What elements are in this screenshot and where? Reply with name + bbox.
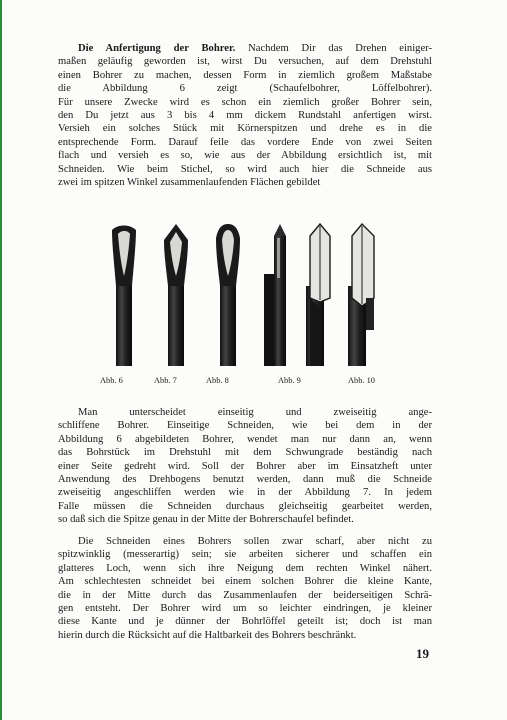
paragraph-bohrer-anfertigung: [58, 42, 432, 189]
text-line: hierin durch die Rücksicht auf die Haltbarkeit des Bohrers beschränkt.: [58, 629, 357, 641]
text-line: entsprechende Form. Darauf feile das vordere Ende von zwei Seiten: [58, 136, 432, 148]
text-line: einer Seite gedreht wird. Soll der Bohrer aber im Einsatzheft unter: [58, 460, 432, 472]
text-line: die in der Mitte durch das Zusammenlaufen der beiderseitigen Schrä-: [58, 589, 432, 601]
text-line: maßen geläufig geworden ist, wirst Du versuchen, auf dem Drehstuhl: [58, 56, 432, 68]
text-line: den Du jetzt aus 3 bis 4 mm dickem Rundstahl anfertigen wirst.: [58, 110, 432, 122]
text-line: flach und versieh es so, wie aus der Abbildung ersichtlich ist, mit: [58, 150, 432, 162]
drill-bits-figure: [58, 222, 432, 392]
text-line: so daß sich die Spitze genau in der Mitte der Bohrerschaufel befindet.: [58, 514, 354, 526]
text-line: Die Schneiden eines Bohrers sollen zwar scharf, aber nicht zu: [78, 536, 432, 547]
caption-abb7: Abb. 7: [154, 376, 177, 385]
text-line: Falle müssen die Schneiden durchaus gleichseitig gearbeitet werden,: [58, 500, 432, 512]
drill-bit-abb10b: [348, 224, 374, 366]
text-line: Man unterscheidet einseitig und zweiseitig ange-: [78, 407, 432, 418]
drill-bit-abb9: [264, 224, 286, 366]
text-line: gen entsteht. Der Bohrer wird um so leichter eindringen, je kleiner: [58, 603, 432, 615]
text-line: Am schlechtesten schneidet bei einem solchen Bohrer die kleine Kante,: [58, 576, 432, 588]
drill-bit-abb7: [164, 224, 188, 366]
page-number: 19: [416, 646, 429, 661]
caption-abb9: Abb. 9: [278, 376, 301, 385]
drill-bit-abb8: [216, 224, 240, 366]
caption-abb8: Abb. 8: [206, 376, 229, 385]
drill-bit-abb6: [112, 226, 136, 367]
text-line: spitzwinklig (messerartig) sein; sie arbeiten sicherer und schaffen ein: [58, 549, 432, 561]
text-line: glatteres Loch, wenn sich ihre Neigung dem rechten Winkel nähert.: [58, 562, 432, 574]
text-line: Abbildung 6 abgebildeten Bohrer, wendet man nur dann an, wenn: [58, 433, 432, 445]
text-line: Versieh ein solches Stück mit Körnerspitzen und drehe es in die: [58, 123, 432, 135]
text-line: zwei im spitzen Winkel zusammenlaufenden Flächen gebildet: [58, 177, 321, 189]
text-line: [58, 42, 432, 55]
section-heading: Die Anfertigung der Bohrer.: [78, 43, 236, 54]
paragraph-einseitig-zweiseitig: [58, 406, 432, 527]
text-line: einen Bohrer zu machen, dessen Form in ziemlich großem Maßstabe: [58, 69, 432, 81]
text-line: Anwendung des Drehbogens benutzt werden, dann muß die Schneide: [58, 474, 432, 486]
text-line: die Abbildung 6 zeigt (Schaufelbohrer, Löffelbohrer).: [58, 83, 432, 95]
drill-bit-abb10: [306, 224, 330, 366]
text-span: Nachdem Dir das Drehen einiger-: [235, 43, 432, 54]
drill-bits-illustration: [58, 222, 432, 372]
text-line: schliffene Bohrer. Einseitige Schneiden, wie bei dem in der: [58, 420, 432, 432]
text-line: zweiseitig angeschliffen werden wie in der Abbildung 7. In jedem: [58, 487, 432, 499]
text-line: Schneiden. Wie beim Stichel, so wird auch hier die Schneide aus: [58, 163, 432, 175]
text-line: Für unsere Zwecke wird es schon ein ziemlich großer Bohrer sein,: [58, 96, 432, 108]
text-line: diese Kante und je dünner der Bohrlöffel geteilt ist; doch ist man: [58, 616, 432, 628]
caption-abb10: Abb. 10: [348, 376, 375, 385]
paragraph-schneiden: [58, 535, 432, 642]
text-line: das Bohrstück im Drehstuhl mit dem Schwungrade beständig nach: [58, 447, 432, 459]
caption-abb6: Abb. 6: [100, 376, 123, 385]
